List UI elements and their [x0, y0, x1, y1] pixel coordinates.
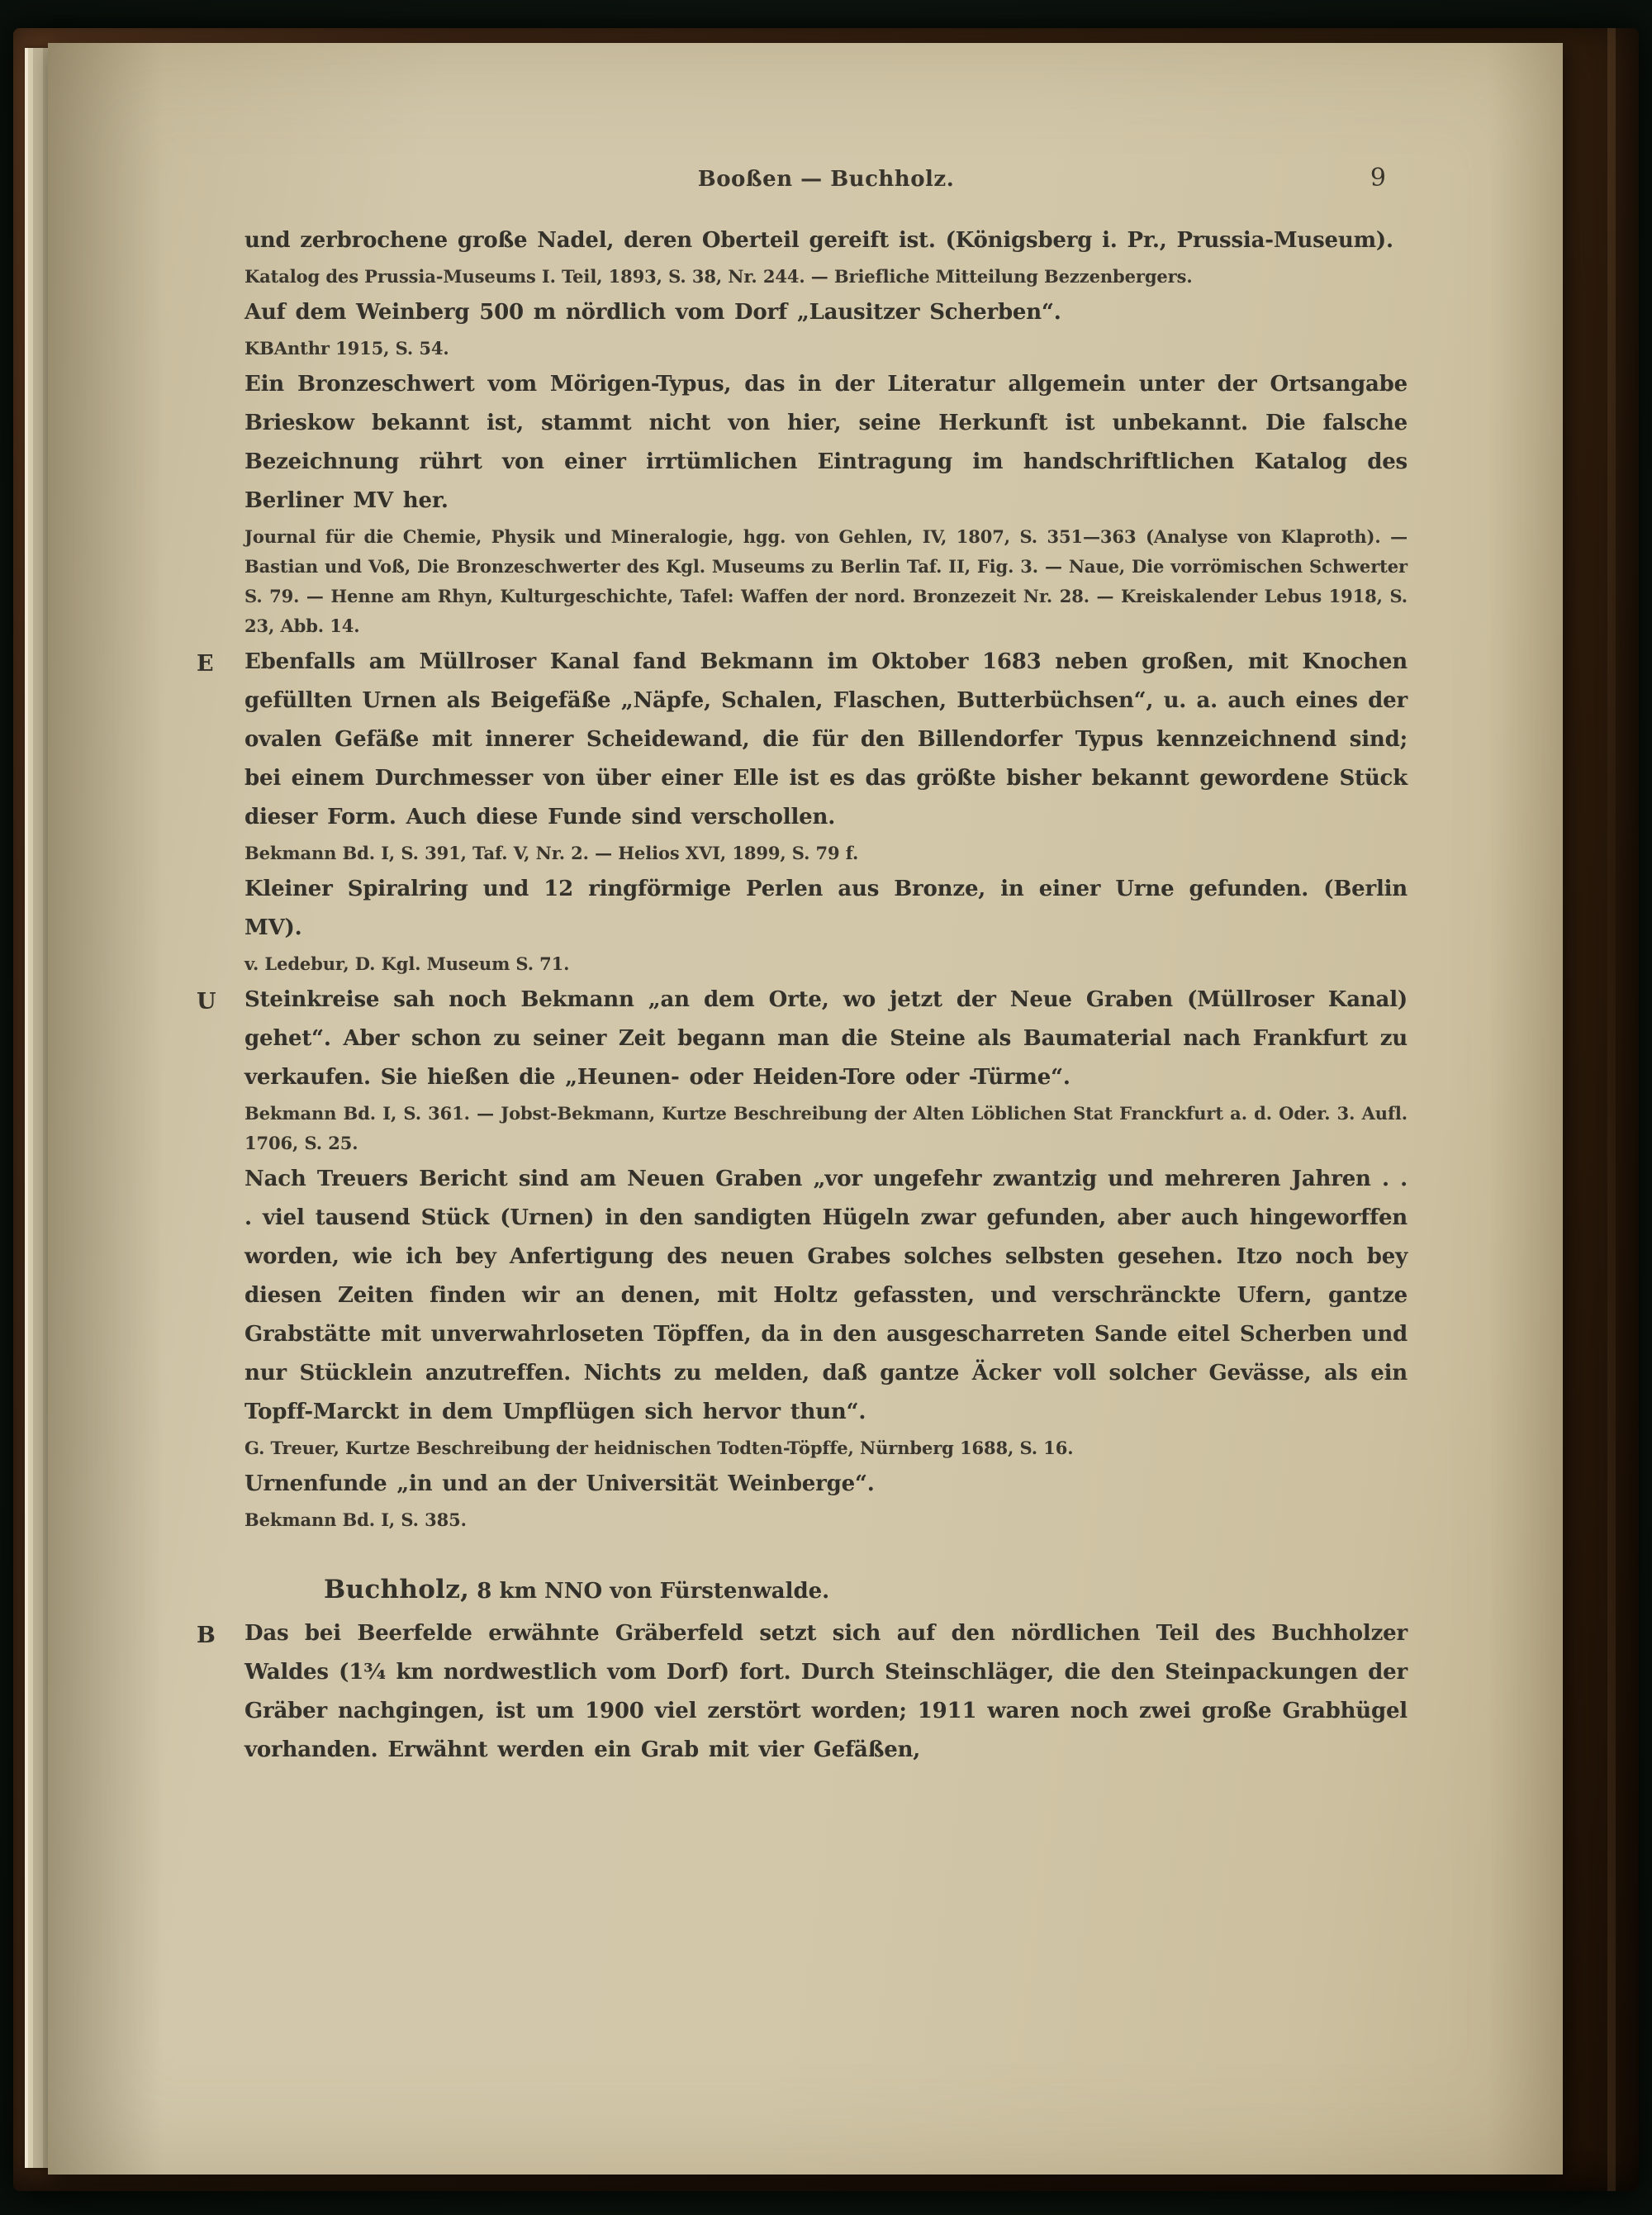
paragraph [244, 365, 1408, 520]
section-lemma: Buchholz, [324, 1575, 470, 1604]
margin-letter: B [197, 1623, 216, 1648]
reference-text: Bekmann Bd. I, S. 385. [244, 1509, 467, 1530]
reference-text: Journal für die Chemie, Physik und Mineralogie, hgg. von Gehlen, IV, 1807, S. 351—363 (Analyse von Klaproth). — Bastian und Voß, Die Bronzeschwerter des Kgl. Museums zu Berlin Taf. II, Fig. 3. — Naue, Die vorrömischen Schwerter S. 79. — Henne am Rhyn, Kulturgeschichte, Tafel: Waffen der nord. Bronzezeit Nr. 28. — Kreiskalender Lebus 1918, S. 23, Abb. 14. [244, 526, 1408, 636]
page-number: 9 [1370, 164, 1386, 193]
paragraph-text: und zerbrochene große Nadel, deren Oberteil gereift ist. (Königsberg i. Pr., Prussia-Museum). [244, 228, 1393, 253]
paragraph [244, 293, 1408, 332]
margin-letter: U [197, 989, 216, 1015]
paragraph-text: Kleiner Spiralring und 12 ringförmige Perlen aus Bronze, in einer Urne gefunden. (Berlin MV). [244, 877, 1408, 940]
section-heading [244, 1575, 1408, 1604]
reference-text: G. Treuer, Kurtze Beschreibung der heidnischen Todten-Töpffe, Nürnberg 1688, S. 16. [244, 1438, 1074, 1458]
reference-text: Bekmann Bd. I, S. 361. — Jobst-Bekmann, Kurtze Beschreibung der Alten Löblichen Stat Franckfurt a. d. Oder. 3. Aufl. 1706, S. 25. [244, 1103, 1408, 1153]
reference-note [244, 520, 1408, 643]
paragraph [197, 981, 1408, 1097]
paragraph-text: Ebenfalls am Müllroser Kanal fand Bekmann im Oktober 1683 neben großen, mit Knochen gefüllten Urnen als Beigefäße „Näpfe, Schalen, Flaschen, Butterbüchsen“, u. a. auch eines der ovalen Gefäße mit innerer Scheidewand, die für den Billendorfer Typus kennzeichnend sind; bei einem Durchmesser von über einer Elle ist es das größte bisher bekannt gewordene Stück dieser Form. Auch diese Funde sind verschollen. [244, 649, 1408, 829]
paragraph [244, 1160, 1408, 1432]
reference-text: Bekmann Bd. I, S. 391, Taf. V, Nr. 2. — Helios XVI, 1899, S. 79 f. [244, 843, 859, 863]
section-heading-rest: 8 km NNO von Fürstenwalde. [469, 1579, 830, 1604]
margin-letter: E [197, 651, 214, 677]
paragraph-text: Auf dem Weinberg 500 m nördlich vom Dorf „Lausitzer Scherben“. [244, 300, 1061, 325]
reference-text: KBAnthr 1915, S. 54. [244, 338, 449, 359]
reference-note [244, 1432, 1408, 1465]
paragraph-text: Das bei Beerfelde erwähnte Gräberfeld setzt sich auf den nördlichen Teil des Buchholzer Waldes (1¾ km nordwestlich vom Dorf) fort. Durch Steinschläger, die den Steinpackungen der Gräber nachgingen, ist um 1900 viel zerstört worden; 1911 waren noch zwei große Grabhügel vorhanden. Erwähnt werden ein Grab mit vier Gefäßen, [244, 1621, 1408, 1762]
reference-note [244, 332, 1408, 365]
paragraph [244, 221, 1408, 260]
reference-note [244, 260, 1408, 293]
paragraph [197, 643, 1408, 837]
paragraph-text: Steinkreise sah noch Bekmann „an dem Orte, wo jetzt der Neue Graben (Müllroser Kanal) gehet“. Aber schon zu seiner Zeit begann man die Steine als Baumaterial nach Frankfurt zu verkaufen. Sie hießen die „Heunen- oder Heiden-Tore oder -Türme“. [244, 987, 1408, 1090]
reference-text: v. Ledebur, D. Kgl. Museum S. 71. [244, 953, 570, 974]
reference-note [244, 1097, 1408, 1160]
paragraph-text: Nach Treuers Bericht sind am Neuen Graben „vor ungefehr zwantzig und mehreren Jahren . . . viel tausend Stück (Urnen) in den sandigten Hügeln zwar gefunden, aber auch hingeworffen worden, wie ich bey Anfertigung des neuen Grabes solches selbsten gesehen. Itzo noch bey diesen Zeiten finden wir an denen, mit Holtz gefassten, und verschränckte Ufern, gantze Grabstätte mit unverwahrloseten Töpffen, da in den ausgescharreten Sande eitel Scherben und nur Stücklein anzutreffen. Nichts zu melden, daß gantze Äcker voll solcher Gevässe, als ein Topff-Marckt in dem Umpflügen sich hervor thun“. [244, 1167, 1408, 1424]
page-header [244, 164, 1408, 193]
reference-note [244, 1504, 1408, 1537]
paragraph-text: Urnenfunde „in und an der Universität Weinberge“. [244, 1471, 875, 1496]
paragraph-text: Ein Bronzeschwert vom Mörigen-Typus, das in der Literatur allgemein unter der Ortsangabe Brieskow bekannt ist, stammt nicht von hier, seine Herkunft ist unbekannt. Die falsche Bezeichnung rührt von einer irrtümlichen Eintragung im handschriftlichen Katalog des Berliner MV her. [244, 372, 1408, 513]
page-content [48, 43, 1563, 1770]
reference-note [244, 837, 1408, 870]
reference-note [244, 948, 1408, 981]
paragraph [244, 1465, 1408, 1504]
book-page [48, 43, 1563, 2175]
paragraph [197, 1614, 1408, 1770]
paragraph [244, 870, 1408, 948]
reference-text: Katalog des Prussia-Museums I. Teil, 1893, S. 38, Nr. 244. — Briefliche Mitteilung Bezzenbergers. [244, 266, 1193, 287]
running-title: Booßen — Buchholz. [697, 167, 955, 192]
